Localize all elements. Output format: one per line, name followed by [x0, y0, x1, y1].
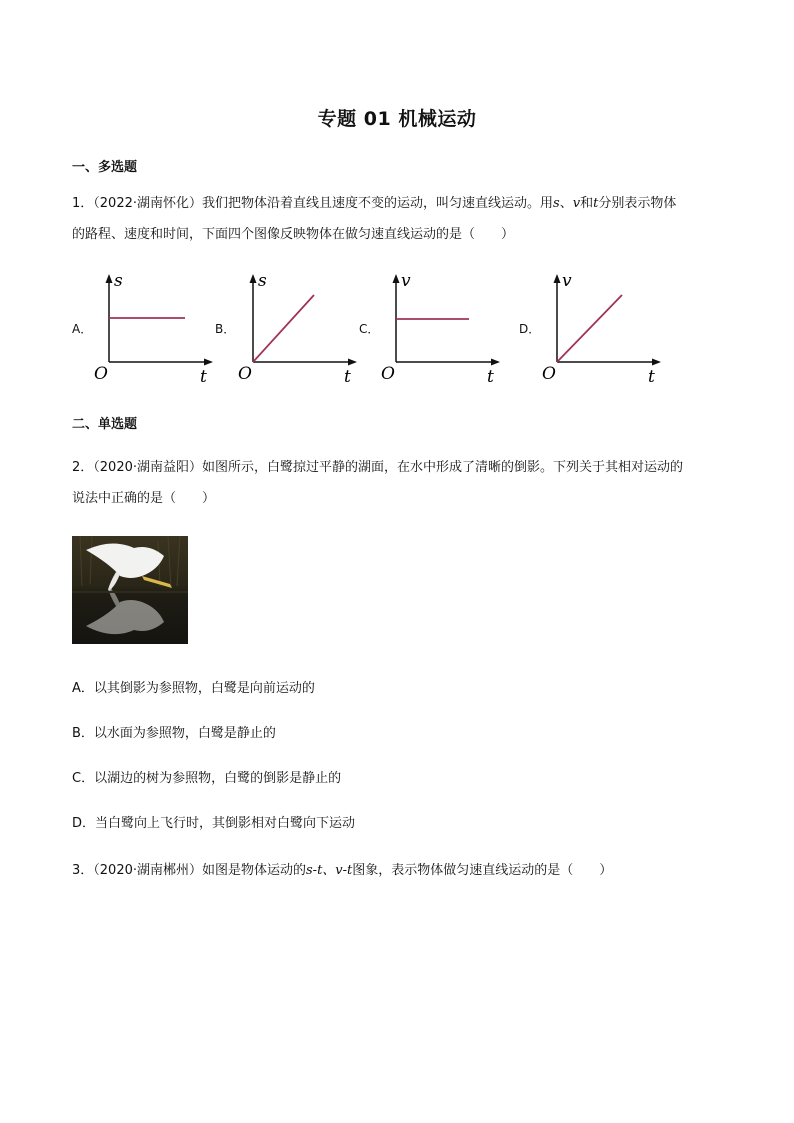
question-text-end: 图象，表示物体做匀速直线运动的是（ ） — [352, 863, 613, 878]
option-d: D．当白鹭向上飞行时，其倒影相对白鹭向下运动 — [72, 816, 356, 831]
graph-b — [236, 266, 366, 386]
y-axis-label: s — [258, 271, 267, 291]
y-axis-arrow — [393, 274, 400, 283]
question-1 — [72, 188, 724, 250]
graph-c — [379, 266, 509, 386]
question-source: （2020·湖南郴州） — [93, 863, 202, 878]
option-c: C．以湖边的树为参照物，白鹭的倒影是静止的 — [72, 771, 342, 786]
question-number: 2． — [72, 460, 94, 475]
y-axis-arrow — [106, 274, 113, 283]
x-axis-arrow — [348, 359, 357, 366]
question-text-end: 分别表示物体 — [598, 196, 677, 211]
question-text: 如图是物体运动的 — [202, 863, 307, 878]
variable-v: v — [572, 196, 581, 211]
y-axis-label: v — [401, 271, 411, 291]
separator: 、 — [559, 196, 573, 211]
graph-line — [253, 295, 314, 362]
question-number: 3． — [72, 863, 94, 878]
y-axis-arrow — [554, 274, 561, 283]
option-b-label: B． — [215, 322, 236, 336]
option-a: A．以其倒影为参照物，白鹭是向前运动的 — [72, 681, 315, 696]
section-heading-multi: 一、多选题 — [72, 160, 138, 175]
q1-graph-row — [72, 266, 672, 386]
y-axis-label: s — [114, 271, 123, 291]
question-1-line-2: 的路程、速度和时间，下面四个图像反映物体在做匀速直线运动的是（ ） — [72, 227, 515, 242]
question-text: 如图所示，白鹭掠过平静的湖面，在水中形成了清晰的倒影。下列关于其相对运动的 — [202, 460, 684, 475]
y-axis-arrow — [250, 274, 257, 283]
x-axis-arrow — [652, 359, 661, 366]
x-axis-label: t — [200, 367, 207, 386]
question-2-line-2: 说法中正确的是（ ） — [72, 491, 216, 506]
graph-line — [557, 295, 622, 362]
x-axis-arrow — [491, 359, 500, 366]
option-d-label: D． — [519, 322, 541, 336]
question-2-line-1 — [72, 452, 724, 483]
origin-label: O — [542, 364, 556, 384]
conjunction: 和 — [580, 196, 594, 211]
question-source: （2020·湖南益阳） — [93, 460, 202, 475]
question-1-line-1 — [72, 188, 724, 219]
y-axis-label: v — [562, 271, 572, 291]
x-axis-arrow — [204, 359, 213, 366]
graph-d — [540, 266, 670, 386]
origin-label: O — [381, 364, 395, 384]
option-c-label: C． — [359, 322, 380, 336]
x-axis-label: t — [648, 367, 655, 386]
variable-t: t — [593, 196, 599, 211]
graph-a — [92, 266, 222, 386]
graph-types: s-t、v-t — [306, 863, 353, 878]
question-number: 1． — [72, 196, 94, 211]
question-text: 我们把物体沿着直线且速度不变的运动，叫匀速直线运动。用 — [202, 196, 554, 211]
section-heading-single: 二、单选题 — [72, 417, 138, 432]
variable-s: s — [553, 196, 560, 211]
option-a-label: A． — [72, 322, 93, 336]
x-axis-label: t — [344, 367, 351, 386]
option-b: B．以水面为参照物，白鹭是静止的 — [72, 726, 276, 741]
origin-label: O — [94, 364, 108, 384]
question-2 — [72, 452, 724, 514]
x-axis-label: t — [487, 367, 494, 386]
egret-photo — [72, 536, 188, 644]
question-3 — [72, 855, 724, 886]
origin-label: O — [238, 364, 252, 384]
page-title: 专题 01 机械运动 — [317, 108, 477, 130]
question-source: （2022·湖南怀化） — [93, 196, 202, 211]
